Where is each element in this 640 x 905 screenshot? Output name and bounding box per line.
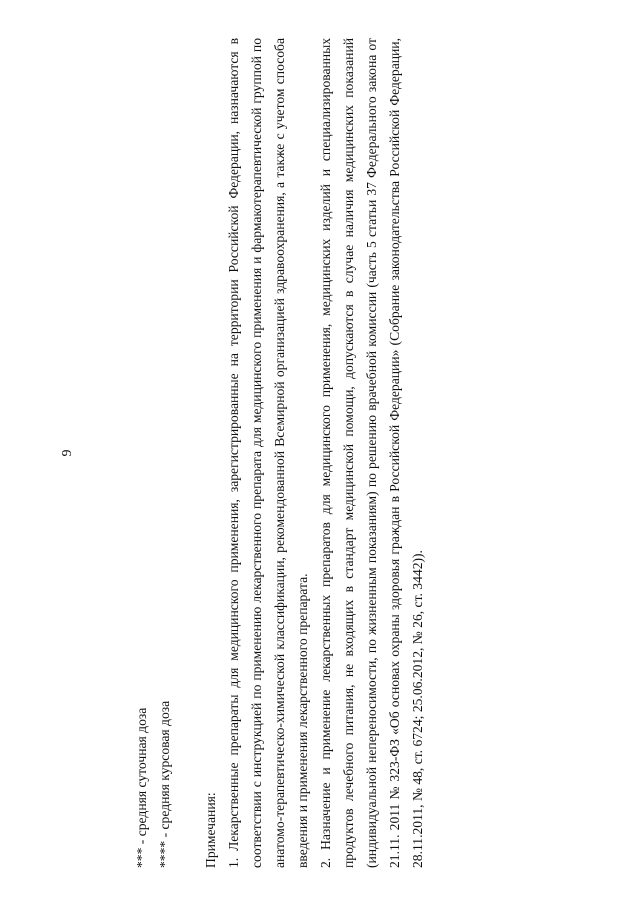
page-number: 9 bbox=[59, 449, 74, 457]
note-1: 1. Лекарственные препараты для медицинского применения, зарегистрированные на территории Российской Федерации, назначаются в соответствии с инструкцией по применению лекарственного препарата для медицинского применения и фармакотерапевтической группой по анатомо-терапевтическо-химической классификации, рекомендованной Всемирной организацией здравоохранения, а также с учетом способа введения и применения лекарственного препарата. bbox=[226, 38, 310, 868]
footnote-course-dose: **** - средняя курсовая доза bbox=[157, 700, 172, 868]
note-2: 2. Назначение и применение лекарственных препаратов для медицинского применения, медицинских изделий и специализированных продуктов лечебного питания, не входящих в стандарт медицинской помощи, допускаются в случае наличия медицинских показаний (индивидуальной непереносимости, по жизненным показаниям) по решению врачебной комиссии (часть 5 статьи 37 Федерального закона от 21.11. 2011 № 323-ФЗ «Об основах охраны здоровья граждан в Российской Федерации» (Собрание законодательства Российской Федерации, 28.11.2011, № 48, ст. 6724; 25.06.2012, № 26, ст. 3442)). bbox=[318, 38, 425, 868]
notes-title: Примечания: bbox=[203, 792, 218, 868]
rotated-page-content bbox=[55, 38, 429, 868]
footnote-daily-dose: *** - средняя суточная доза bbox=[134, 707, 149, 868]
